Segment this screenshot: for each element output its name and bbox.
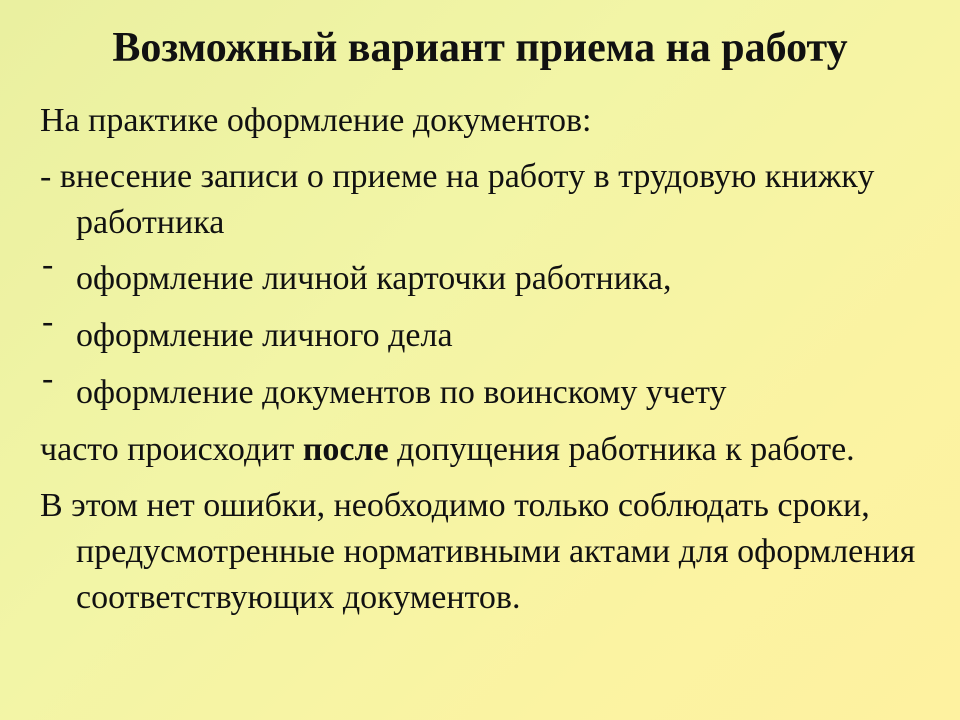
timing-emphasis: после — [302, 431, 389, 468]
list-item-workbook: - внесение записи о приеме на работу в трудовую книжку работника — [40, 158, 875, 241]
slide-body — [40, 98, 930, 631]
timing-post: допущения работника к работе. — [388, 431, 855, 468]
timing-statement — [40, 427, 930, 473]
intro-text: На практике оформление документов: — [40, 102, 592, 139]
list-item-military-records — [40, 360, 930, 416]
dash-marker: - — [42, 360, 54, 397]
list-item-personal-card — [40, 246, 930, 302]
dash-marker: - — [42, 246, 54, 283]
list-item-personal-file — [40, 303, 930, 359]
list-item-text: оформление личного дела — [76, 317, 453, 354]
conclusion-text: В этом нет ошибки, необходимо только соблюдать сроки, предусмотренные нормативными актами для оформления соответствующих документов. — [40, 487, 916, 616]
timing-pre: часто происходит — [40, 431, 303, 468]
slide-title: Возможный вариант приема на работу — [112, 25, 848, 71]
dash-marker: - — [42, 303, 54, 340]
list-item-text: оформление документов по воинскому учету — [76, 374, 727, 411]
list-item-text: оформление личной карточки работника, — [76, 260, 672, 297]
